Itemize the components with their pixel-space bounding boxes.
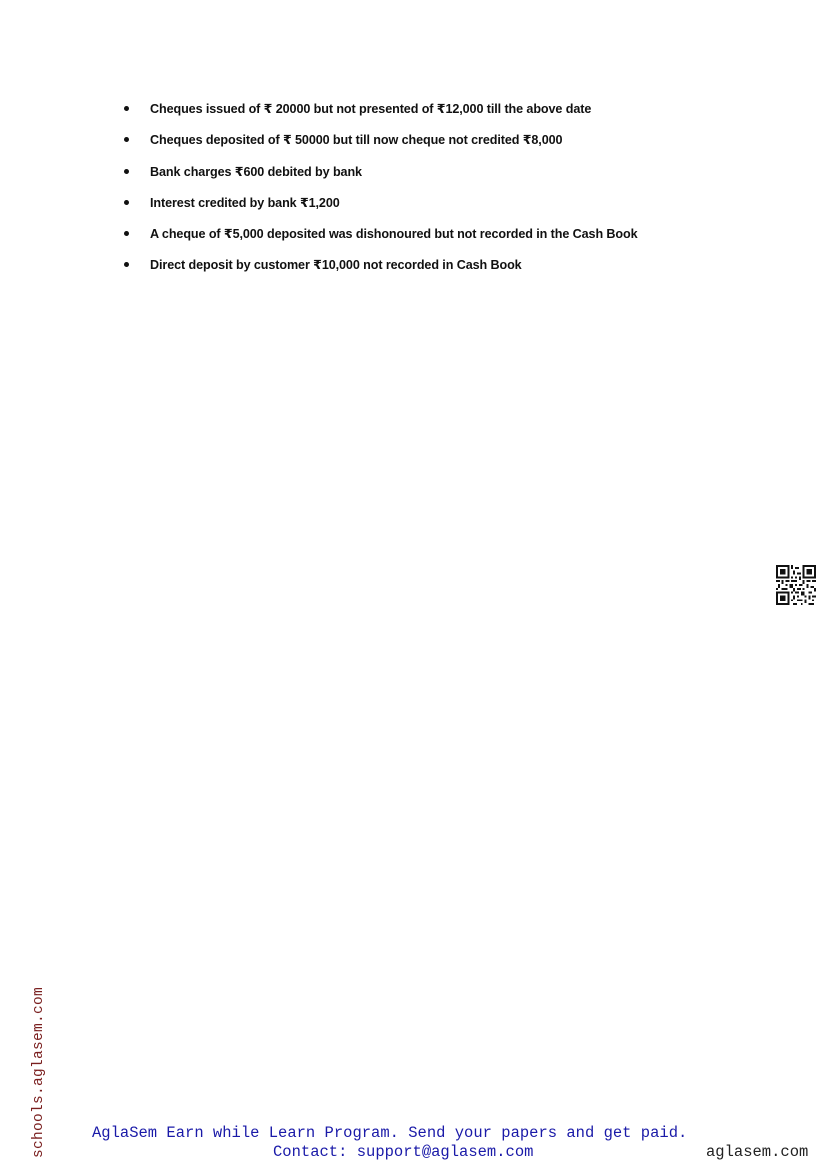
bullet-icon bbox=[124, 262, 129, 267]
bullet-list bbox=[122, 98, 638, 286]
footer-promo-text: AglaSem Earn while Learn Program. Send your papers and get paid. bbox=[92, 1124, 688, 1142]
bullet-icon bbox=[124, 200, 129, 205]
list-item-text: Direct deposit by customer ₹10,000 not recorded in Cash Book bbox=[150, 258, 522, 273]
list-item bbox=[122, 254, 638, 285]
list-item bbox=[122, 98, 638, 129]
bullet-icon bbox=[124, 169, 129, 174]
list-item-text: A cheque of ₹5,000 deposited was dishonoured but not recorded in the Cash Book bbox=[150, 227, 638, 242]
list-item-text: Cheques deposited of ₹ 50000 but till now cheque not credited ₹8,000 bbox=[150, 133, 563, 148]
list-item bbox=[122, 129, 638, 160]
list-item-text: Bank charges ₹600 debited by bank bbox=[150, 164, 362, 179]
footer-brand-link[interactable]: aglasem.com bbox=[706, 1143, 809, 1161]
list-item bbox=[122, 192, 638, 223]
list-item bbox=[122, 223, 638, 254]
qr-code-icon[interactable] bbox=[776, 565, 816, 605]
bullet-icon bbox=[124, 137, 129, 142]
list-item-text: Cheques issued of ₹ 20000 but not presented of ₹12,000 till the above date bbox=[150, 102, 592, 116]
side-watermark: schools.aglasem.com bbox=[31, 986, 47, 1158]
list-item bbox=[122, 161, 638, 192]
footer-contact-link[interactable]: Contact: support@aglasem.com bbox=[273, 1143, 534, 1161]
bullet-icon bbox=[124, 106, 129, 111]
list-item-text: Interest credited by bank ₹1,200 bbox=[150, 195, 340, 210]
bullet-icon bbox=[124, 231, 129, 236]
